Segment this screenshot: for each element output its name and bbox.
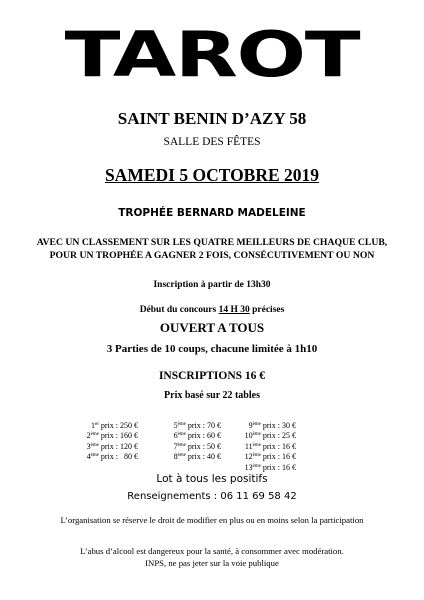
start-line	[0, 305, 424, 315]
prize-rank-suffix: ème	[252, 442, 261, 448]
prize-rank-suffix: ème	[90, 453, 99, 459]
prize-row	[238, 463, 296, 473]
prize-rank-suffix: ème	[90, 442, 99, 448]
inps-notice: INPS, ne pas jeter sur la voie publique	[145, 558, 279, 568]
prize-rank: 10	[244, 431, 253, 441]
games-format: 3 Parties de 10 coups, chacune limitée à 1h10	[106, 343, 318, 355]
prize-amount: prix : 60 €	[185, 431, 221, 441]
prize-amount: prix : 40 €	[185, 452, 221, 462]
prize-rank: 2	[86, 431, 91, 441]
prize-rank: 12	[244, 452, 253, 462]
prize-row	[165, 442, 221, 452]
prize-amount: prix : 80 €	[98, 452, 138, 462]
start-prefix: Début du concours	[139, 305, 219, 315]
prize-row	[80, 421, 138, 431]
prize-amount: prix : 50 €	[185, 441, 221, 451]
prize-row	[165, 421, 221, 431]
prize-basis: Prix basé sur 22 tables	[164, 390, 260, 401]
prize-amount: prix : 160 €	[98, 431, 138, 441]
prize-rank-suffix: er	[95, 422, 99, 427]
prize-rank-suffix: ème	[90, 432, 99, 438]
ranking-line-1: AVEC UN CLASSEMENT SUR LES QUATRE MEILLEURS DE CHAQUE CLUB,	[36, 237, 388, 248]
prize-amount: prix : 30 €	[260, 421, 296, 430]
prize-rank-suffix: ème	[177, 453, 186, 459]
prize-rank: 11	[244, 441, 253, 451]
prize-rank: 4	[86, 452, 91, 462]
prize-row	[238, 431, 296, 441]
trophy-name: TROPHÉE BERNARD MADELEINE	[118, 207, 306, 219]
prize-rank: 5	[173, 421, 178, 430]
prize-rank: 13	[244, 462, 253, 472]
prize-column-2	[165, 421, 221, 463]
prize-rank: 8	[173, 452, 178, 462]
prize-rank: 1	[91, 421, 95, 430]
prize-amount: prix : 250 €	[98, 421, 138, 430]
prize-rank: 7	[173, 441, 178, 451]
prize-rank: 6	[173, 431, 178, 441]
prize-rank-suffix: ème	[177, 432, 186, 438]
page-title: TAROT	[64, 18, 360, 91]
title-wrap	[0, 20, 424, 90]
prize-rank: 9	[248, 421, 253, 430]
prize-amount: prix : 16 €	[260, 462, 296, 472]
event-date: SAMEDI 5 OCTOBRE 2019	[104, 165, 320, 185]
prize-amount: prix : 25 €	[260, 431, 296, 441]
registration-fee: INSCRIPTIONS 16 €	[158, 370, 266, 382]
prize-rank-suffix: ème	[177, 422, 186, 427]
prize-rank-suffix: ème	[252, 453, 261, 459]
prize-column-3	[238, 421, 296, 473]
prize-amount: prix : 70 €	[185, 421, 221, 430]
prize-rank-suffix: ème	[252, 463, 261, 469]
prize-rank: 3	[86, 441, 91, 451]
venue: SALLE DES FÊTES	[163, 136, 261, 148]
registration-time: Inscription à partir de 13h30	[153, 280, 271, 290]
prize-row	[80, 452, 138, 462]
prize-row	[238, 421, 296, 431]
prize-row	[80, 442, 138, 452]
prize-row	[238, 452, 296, 462]
prize-amount: prix : 16 €	[260, 452, 296, 462]
open-to-all: OUVERT A TOUS	[159, 320, 265, 335]
prize-row	[238, 442, 296, 452]
prize-column-1	[80, 421, 138, 463]
prize-amount: prix : 120 €	[98, 441, 138, 451]
alcohol-warning: L’abus d’alcool est dangereux pour la santé, à consommer avec modération.	[80, 546, 344, 556]
location: SAINT BENIN D’AZY 58	[117, 109, 307, 128]
start-suffix: précises	[249, 305, 285, 315]
prize-row	[165, 431, 221, 441]
prize-row	[80, 431, 138, 441]
lot-line: Lot à tous les positifs	[156, 473, 268, 485]
prize-row	[165, 452, 221, 462]
disclaimer: L’organisation se réserve le droit de modifier en plus ou en moins selon la participation	[60, 515, 364, 525]
contact-info: Renseignements : 06 11 69 58 42	[127, 491, 297, 502]
prize-rank-suffix: ème	[252, 432, 261, 438]
ranking-line-2: POUR UN TROPHÉE A GAGNER 2 FOIS, CONSÉCUTIVEMENT OU NON	[49, 250, 375, 261]
prize-rank-suffix: ème	[177, 442, 186, 448]
prize-rank-suffix: ème	[252, 422, 261, 427]
prize-amount: prix : 16 €	[260, 441, 296, 451]
start-time: 14 H 30	[218, 305, 250, 315]
